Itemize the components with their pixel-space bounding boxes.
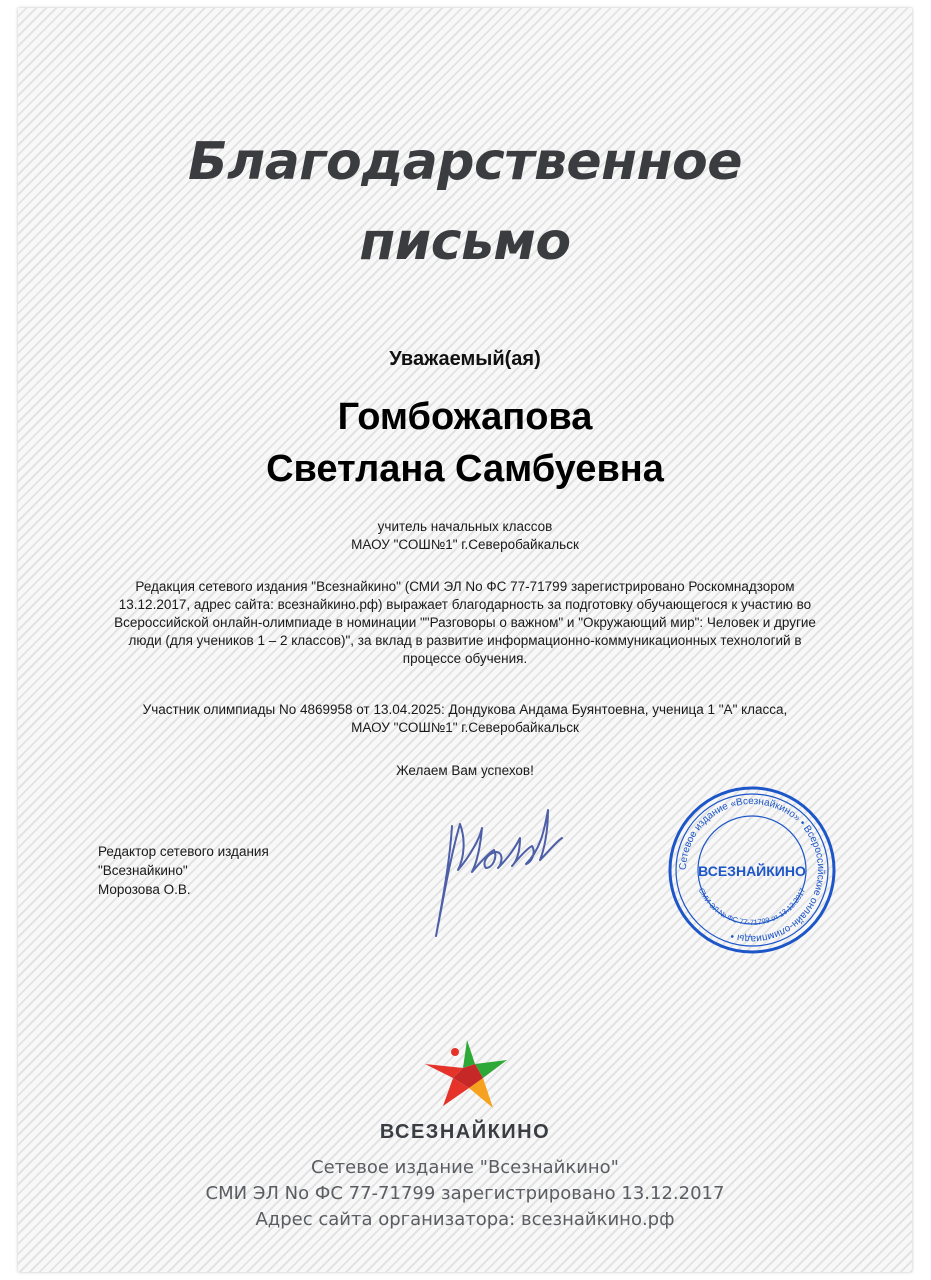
recipient-school: МАОУ "СОШ№1" г.Северобайкальск — [351, 537, 579, 552]
footer-line-3: Адрес сайта организатора: всезнайкино.рф — [255, 1209, 675, 1230]
recipient-position: учитель начальных классов — [377, 519, 553, 534]
title-line-1: Благодарственное — [188, 132, 742, 192]
participant-line-2: МАОУ "СОШ№1" г.Северобайкальск — [351, 720, 579, 735]
editor-line-2: "Всезнайкино" — [98, 863, 188, 878]
stamp-bottom-text: СМИ ЭЛ № ФС 77-71799 от 13.12.2017 — [696, 886, 808, 927]
footer-line-2: СМИ ЭЛ No ФС 77-71799 зарегистрировано 13.12.2017 — [205, 1183, 725, 1204]
stamp-seal — [666, 784, 838, 956]
logo-wordmark: ВСЕЗНАЙКИНО — [379, 1121, 551, 1143]
footer-line-1: Сетевое издание "Всезнайкино" — [311, 1157, 619, 1178]
title-line-2: письмо — [359, 212, 571, 272]
participant-info — [78, 701, 852, 737]
recipient-given-names: Светлана Самбуевна — [266, 448, 664, 490]
vseznaikino-logo-icon — [423, 1038, 509, 1110]
greeting: Уважаемый(ая) — [389, 348, 541, 370]
wish-text: Желаем Вам успехов! — [396, 763, 534, 778]
body-text: Редакция сетевого издания "Всезнайкино" (СМИ ЭЛ No ФС 77-71799 зарегистрировано Роскомнадзором 13.12.2017, адрес сайта: всезнайкино.рф) выражает благодарность за подготовку обучающегося к участию во Всероссийской онлайн-олимпиаде в номинации ""Разговоры о важном" и "Окружающий мир": Человек и другие люди (для учеников 1 – 2 классов)", за вклад в развитие информационно-коммуникационных технологий в процессе обучения. — [114, 579, 816, 666]
recipient-surname: Гомбожапова — [337, 396, 593, 438]
recipient-info — [18, 518, 912, 554]
signature-image — [420, 798, 570, 948]
editor-name: Морозова О.В. — [98, 882, 191, 897]
editor-block — [98, 842, 269, 899]
certificate-sheet — [18, 8, 912, 1272]
editor-line-1: Редактор сетевого издания — [98, 844, 269, 859]
stamp-outer-text: Сетевое издание «Всезнайкино» • Всероссийские онлайн-олимпиады • — [677, 795, 827, 945]
participant-line-1: Участник олимпиады No 4869958 от 13.04.2025: Дондукова Андама Буянтоевна, ученица 1 "А" класса, — [142, 702, 788, 717]
stamp-center-text: ВСЕЗНАЙКИНО — [698, 863, 806, 879]
